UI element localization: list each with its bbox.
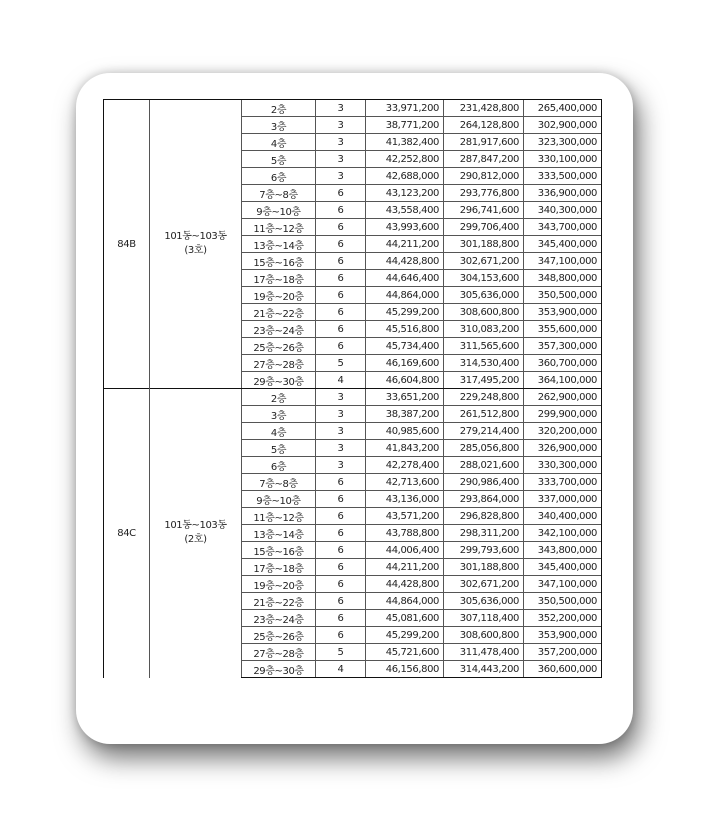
floor-cell: 13층~14층 (242, 525, 316, 542)
table-row (104, 389, 602, 406)
floor-cell: 21층~22층 (242, 593, 316, 610)
unit-count-cell: 3 (316, 440, 366, 457)
floor-cell: 3층 (242, 406, 316, 423)
floor-cell: 4층 (242, 423, 316, 440)
total-price-cell: 340,400,000 (524, 508, 602, 525)
land-price-cell: 38,771,200 (366, 117, 444, 134)
building-range-label: 101동~103동 (164, 231, 227, 242)
building-price-cell: 310,083,200 (444, 321, 524, 338)
building-price-cell: 311,565,600 (444, 338, 524, 355)
land-price-cell: 42,688,000 (366, 168, 444, 185)
unit-count-cell: 6 (316, 508, 366, 525)
land-price-cell: 43,571,200 (366, 508, 444, 525)
building-price-cell: 298,311,200 (444, 525, 524, 542)
land-price-cell: 45,299,200 (366, 304, 444, 321)
land-price-cell: 44,211,200 (366, 236, 444, 253)
floor-cell: 27층~28층 (242, 644, 316, 661)
building-price-cell: 293,864,000 (444, 491, 524, 508)
building-price-cell: 314,443,200 (444, 661, 524, 678)
unit-line-label: (2호) (184, 534, 207, 546)
unit-count-cell: 3 (316, 134, 366, 151)
building-price-cell: 308,600,800 (444, 304, 524, 321)
unit-count-cell: 6 (316, 304, 366, 321)
floor-cell: 5층 (242, 151, 316, 168)
land-price-cell: 44,864,000 (366, 593, 444, 610)
building-price-cell: 301,188,800 (444, 236, 524, 253)
total-price-cell: 299,900,000 (524, 406, 602, 423)
total-price-cell: 320,200,000 (524, 423, 602, 440)
land-price-cell: 43,558,400 (366, 202, 444, 219)
building-price-cell: 302,671,200 (444, 576, 524, 593)
building-cell (150, 389, 242, 678)
land-price-cell: 41,843,200 (366, 440, 444, 457)
unit-count-cell: 3 (316, 100, 366, 117)
total-price-cell: 302,900,000 (524, 117, 602, 134)
total-price-cell: 357,200,000 (524, 644, 602, 661)
floor-cell: 3층 (242, 117, 316, 134)
floor-cell: 5층 (242, 440, 316, 457)
floor-cell: 7층~8층 (242, 185, 316, 202)
building-price-cell: 285,056,800 (444, 440, 524, 457)
building-price-cell: 293,776,800 (444, 185, 524, 202)
unit-count-cell: 6 (316, 593, 366, 610)
building-price-cell: 231,428,800 (444, 100, 524, 117)
unit-count-cell: 3 (316, 168, 366, 185)
total-price-cell: 340,300,000 (524, 202, 602, 219)
floor-cell: 2층 (242, 389, 316, 406)
building-price-cell: 229,248,800 (444, 389, 524, 406)
total-price-cell: 360,700,000 (524, 355, 602, 372)
floor-cell: 19층~20층 (242, 576, 316, 593)
building-price-cell: 299,706,400 (444, 219, 524, 236)
floor-cell: 23층~24층 (242, 321, 316, 338)
total-price-cell: 326,900,000 (524, 440, 602, 457)
floor-cell: 25층~26층 (242, 338, 316, 355)
unit-count-cell: 4 (316, 372, 366, 389)
building-price-cell: 305,636,000 (444, 287, 524, 304)
floor-cell: 9층~10층 (242, 491, 316, 508)
land-price-cell: 45,516,800 (366, 321, 444, 338)
unit-count-cell: 3 (316, 457, 366, 474)
unit-count-cell: 6 (316, 202, 366, 219)
unit-count-cell: 6 (316, 338, 366, 355)
unit-count-cell: 6 (316, 559, 366, 576)
building-price-cell: 314,530,400 (444, 355, 524, 372)
unit-count-cell: 6 (316, 270, 366, 287)
floor-cell: 2층 (242, 100, 316, 117)
total-price-cell: 345,400,000 (524, 236, 602, 253)
land-price-cell: 43,993,600 (366, 219, 444, 236)
total-price-cell: 355,600,000 (524, 321, 602, 338)
unit-count-cell: 5 (316, 644, 366, 661)
land-price-cell: 45,081,600 (366, 610, 444, 627)
floor-cell: 21층~22층 (242, 304, 316, 321)
unit-count-cell: 3 (316, 117, 366, 134)
table-row (104, 100, 602, 117)
building-range-label: 101동~103동 (164, 520, 227, 532)
total-price-cell: 343,700,000 (524, 219, 602, 236)
floor-cell: 23층~24층 (242, 610, 316, 627)
total-price-cell: 265,400,000 (524, 100, 602, 117)
land-price-cell: 44,428,800 (366, 253, 444, 270)
total-price-cell: 352,200,000 (524, 610, 602, 627)
building-price-cell: 264,128,800 (444, 117, 524, 134)
total-price-cell: 330,300,000 (524, 457, 602, 474)
building-price-cell: 317,495,200 (444, 372, 524, 389)
total-price-cell: 348,800,000 (524, 270, 602, 287)
land-price-cell: 38,387,200 (366, 406, 444, 423)
land-price-cell: 43,136,000 (366, 491, 444, 508)
land-price-cell: 33,651,200 (366, 389, 444, 406)
floor-cell: 15층~16층 (242, 542, 316, 559)
building-price-cell: 301,188,800 (444, 559, 524, 576)
building-price-cell: 281,917,600 (444, 134, 524, 151)
total-price-cell: 360,600,000 (524, 661, 602, 678)
unit-count-cell: 3 (316, 406, 366, 423)
building-price-cell: 299,793,600 (444, 542, 524, 559)
unit-count-cell: 6 (316, 525, 366, 542)
floor-cell: 29층~30층 (242, 372, 316, 389)
floor-cell: 27층~28층 (242, 355, 316, 372)
building-price-cell: 305,636,000 (444, 593, 524, 610)
land-price-cell: 43,123,200 (366, 185, 444, 202)
land-price-cell: 45,734,400 (366, 338, 444, 355)
building-price-cell: 261,512,800 (444, 406, 524, 423)
building-price-cell: 296,828,800 (444, 508, 524, 525)
total-price-cell: 353,900,000 (524, 304, 602, 321)
land-price-cell: 46,604,800 (366, 372, 444, 389)
floor-cell: 19층~20층 (242, 287, 316, 304)
total-price-cell: 345,400,000 (524, 559, 602, 576)
total-price-cell: 262,900,000 (524, 389, 602, 406)
building-price-cell: 308,600,800 (444, 627, 524, 644)
land-price-cell: 45,721,600 (366, 644, 444, 661)
total-price-cell: 342,100,000 (524, 525, 602, 542)
total-price-cell: 323,300,000 (524, 134, 602, 151)
total-price-cell: 336,900,000 (524, 185, 602, 202)
total-price-cell: 333,700,000 (524, 474, 602, 491)
floor-cell: 25층~26층 (242, 627, 316, 644)
unit-count-cell: 3 (316, 423, 366, 440)
document-card (76, 73, 633, 744)
unit-type-cell: 84B (104, 100, 150, 389)
unit-count-cell: 4 (316, 661, 366, 678)
total-price-cell: 364,100,000 (524, 372, 602, 389)
land-price-cell: 44,211,200 (366, 559, 444, 576)
unit-count-cell: 6 (316, 236, 366, 253)
land-price-cell: 42,278,400 (366, 457, 444, 474)
land-price-cell: 41,382,400 (366, 134, 444, 151)
building-price-cell: 311,478,400 (444, 644, 524, 661)
floor-cell: 11층~12층 (242, 508, 316, 525)
total-price-cell: 347,100,000 (524, 253, 602, 270)
total-price-cell: 353,900,000 (524, 627, 602, 644)
price-table-body (104, 100, 602, 678)
land-price-cell: 40,985,600 (366, 423, 444, 440)
floor-cell: 17층~18층 (242, 270, 316, 287)
unit-count-cell: 6 (316, 253, 366, 270)
floor-cell: 6층 (242, 168, 316, 185)
unit-count-cell: 6 (316, 321, 366, 338)
unit-count-cell: 5 (316, 355, 366, 372)
floor-cell: 17층~18층 (242, 559, 316, 576)
land-price-cell: 46,169,600 (366, 355, 444, 372)
land-price-cell: 46,156,800 (366, 661, 444, 678)
total-price-cell: 333,500,000 (524, 168, 602, 185)
unit-count-cell: 6 (316, 491, 366, 508)
unit-count-cell: 6 (316, 610, 366, 627)
unit-count-cell: 6 (316, 576, 366, 593)
unit-count-cell: 6 (316, 542, 366, 559)
land-price-cell: 45,299,200 (366, 627, 444, 644)
unit-line-label: (3호) (184, 245, 207, 256)
building-price-cell: 290,812,000 (444, 168, 524, 185)
building-cell (150, 100, 242, 389)
land-price-cell: 42,713,600 (366, 474, 444, 491)
unit-count-cell: 6 (316, 627, 366, 644)
land-price-cell: 43,788,800 (366, 525, 444, 542)
floor-cell: 4층 (242, 134, 316, 151)
land-price-cell: 44,646,400 (366, 270, 444, 287)
floor-cell: 7층~8층 (242, 474, 316, 491)
building-price-cell: 302,671,200 (444, 253, 524, 270)
unit-count-cell: 6 (316, 219, 366, 236)
building-price-cell: 279,214,400 (444, 423, 524, 440)
building-price-cell: 296,741,600 (444, 202, 524, 219)
total-price-cell: 350,500,000 (524, 593, 602, 610)
land-price-cell: 44,428,800 (366, 576, 444, 593)
building-price-cell: 287,847,200 (444, 151, 524, 168)
floor-cell: 15층~16층 (242, 253, 316, 270)
floor-cell: 9층~10층 (242, 202, 316, 219)
land-price-cell: 42,252,800 (366, 151, 444, 168)
land-price-cell: 33,971,200 (366, 100, 444, 117)
unit-count-cell: 6 (316, 287, 366, 304)
total-price-cell: 357,300,000 (524, 338, 602, 355)
price-table (103, 99, 602, 678)
floor-cell: 6층 (242, 457, 316, 474)
building-price-cell: 288,021,600 (444, 457, 524, 474)
total-price-cell: 350,500,000 (524, 287, 602, 304)
floor-cell: 29층~30층 (242, 661, 316, 678)
building-price-cell: 290,986,400 (444, 474, 524, 491)
floor-cell: 11층~12층 (242, 219, 316, 236)
unit-count-cell: 3 (316, 389, 366, 406)
floor-cell: 13층~14층 (242, 236, 316, 253)
total-price-cell: 343,800,000 (524, 542, 602, 559)
unit-count-cell: 6 (316, 474, 366, 491)
land-price-cell: 44,864,000 (366, 287, 444, 304)
building-price-cell: 307,118,400 (444, 610, 524, 627)
total-price-cell: 347,100,000 (524, 576, 602, 593)
land-price-cell: 44,006,400 (366, 542, 444, 559)
total-price-cell: 330,100,000 (524, 151, 602, 168)
total-price-cell: 337,000,000 (524, 491, 602, 508)
unit-type-cell: 84C (104, 389, 150, 678)
unit-count-cell: 3 (316, 151, 366, 168)
unit-count-cell: 6 (316, 185, 366, 202)
building-price-cell: 304,153,600 (444, 270, 524, 287)
